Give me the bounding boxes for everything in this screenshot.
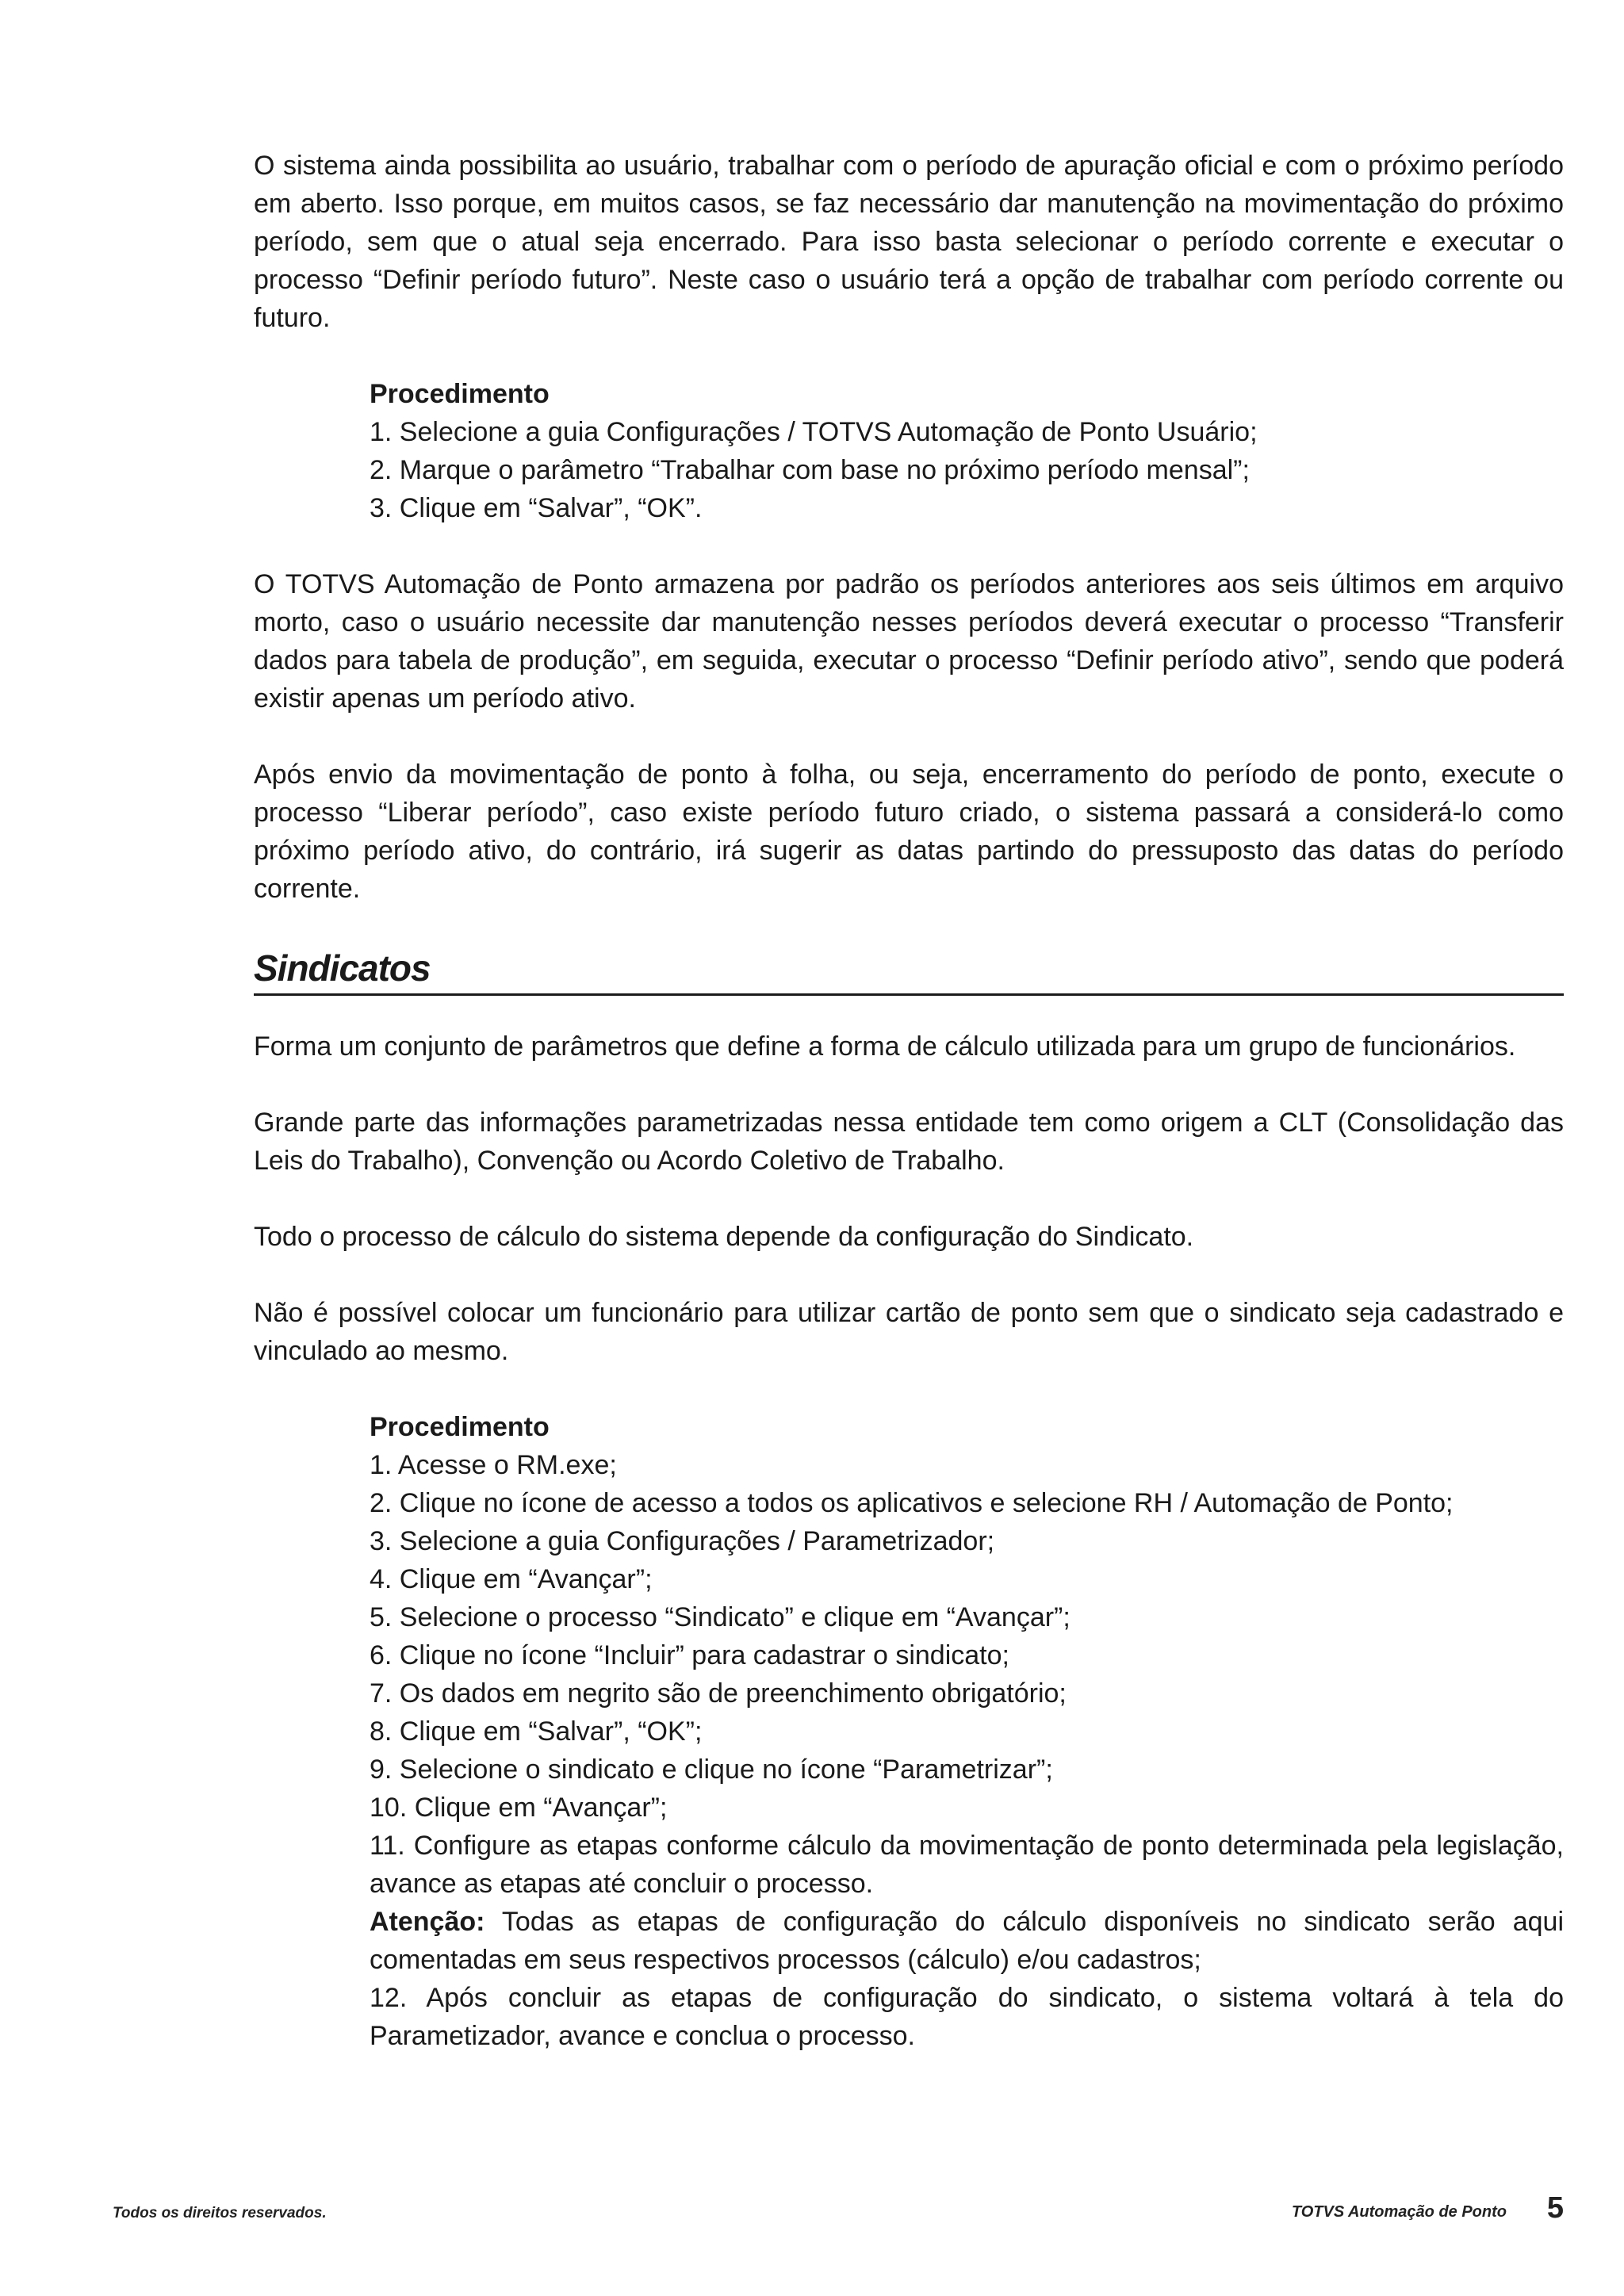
footer-product-name: TOTVS Automação de Ponto — [1291, 2203, 1507, 2221]
attention-note — [370, 1903, 1564, 1979]
procedure-step: 9. Selecione o sindicato e clique no ícone “Parametrizar”; — [370, 1755, 1053, 1785]
paragraph-sindicatos-intro: Forma um conjunto de parâmetros que define a forma de cálculo utilizada para um grupo de funcionários. — [254, 1031, 1516, 1062]
document-body — [254, 147, 1564, 2093]
section-divider — [254, 993, 1564, 996]
attention-text: Todas as etapas de configuração do cálculo disponíveis no sindicato serão aqui comentadas em seus respectivos processos (cálculo) e/ou cadastros; — [370, 1907, 1564, 1975]
page-number: 5 — [1546, 2191, 1564, 2225]
procedure-step: 6. Clique no ícone “Incluir” para cadastrar o sindicato; — [370, 1640, 1009, 1670]
procedure-step: 8. Clique em “Salvar”, “OK”; — [370, 1716, 703, 1747]
paragraph-clt: Grande parte das informações parametrizadas nessa entidade tem como origem a CLT (Consolidação das Leis do Trabalho), Convenção ou Acordo Coletivo de Trabalho. — [254, 1108, 1564, 1176]
attention-label: Atenção: — [370, 1907, 485, 1937]
procedure-step: 1. Acesse o RM.exe; — [370, 1450, 617, 1480]
procedure-title: Procedimento — [370, 379, 550, 409]
paragraph-periodo-futuro: O sistema ainda possibilita ao usuário, trabalhar com o período de apuração oficial e com o próximo período em aberto. Isso porque, em muitos casos, se faz necessário dar manutenção na movimentação do próximo período, sem que o atual seja encerrado. Para isso basta selecionar o período corrente e executar o processo “Definir período futuro”. Neste caso o usuário terá a opção de trabalhar com período corrente ou futuro. — [254, 151, 1564, 333]
paragraph-arquivo-morto: O TOTVS Automação de Ponto armazena por padrão os períodos anteriores aos seis últimos em arquivo morto, caso o usuário necessite dar manutenção nesses períodos deverá executar o processo “Transferir dados para tabela de produção”, em seguida, executar o processo “Definir período ativo”, sendo que poderá existir apenas um período ativo. — [254, 569, 1564, 714]
footer-copyright: Todos os direitos reservados. — [113, 2205, 327, 2221]
procedure-step: 10. Clique em “Avançar”; — [370, 1793, 668, 1823]
paragraph-calculo: Todo o processo de cálculo do sistema depende da configuração do Sindicato. — [254, 1222, 1194, 1252]
procedure-step: 3. Selecione a guia Configurações / Parametrizador; — [370, 1526, 995, 1556]
paragraph-cartao-ponto: Não é possível colocar um funcionário para utilizar cartão de ponto sem que o sindicato seja cadastrado e vinculado ao mesmo. — [254, 1298, 1564, 1366]
procedure-step: 2. Marque o parâmetro “Trabalhar com base no próximo período mensal”; — [370, 455, 1250, 485]
procedure-title: Procedimento — [370, 1412, 550, 1442]
procedure-step: 3. Clique em “Salvar”, “OK”. — [370, 493, 703, 523]
procedure-step: 12. Após concluir as etapas de configuração do sindicato, o sistema voltará à tela do Parametizador, avance e conclua o processo. — [370, 1983, 1564, 2051]
procedure-step: 2. Clique no ícone de acesso a todos os aplicativos e selecione RH / Automação de Ponto; — [370, 1488, 1454, 1518]
section-title: Sindicatos — [254, 947, 431, 989]
procedure-step: 7. Os dados em negrito são de preenchimento obrigatório; — [370, 1678, 1067, 1709]
procedure-step: 1. Selecione a guia Configurações / TOTVS Automação de Ponto Usuário; — [370, 417, 1258, 447]
procedure-sindicato — [370, 1408, 1564, 2055]
procedure-step: 5. Selecione o processo “Sindicato” e clique em “Avançar”; — [370, 1602, 1071, 1632]
paragraph-liberar-periodo: Após envio da movimentação de ponto à folha, ou seja, encerramento do período de ponto, execute o processo “Liberar período”, caso existe período futuro criado, o sistema passará a considerá-lo como próximo período ativo, do contrário, irá sugerir as datas partindo do pressuposto das datas do período corrente. — [254, 760, 1564, 904]
procedure-step: 4. Clique em “Avançar”; — [370, 1564, 653, 1594]
procedure-periodo — [370, 375, 1564, 527]
procedure-step: 11. Configure as etapas conforme cálculo da movimentação de ponto determinada pela legislação, avance as etapas até concluir o processo. — [370, 1831, 1564, 1899]
